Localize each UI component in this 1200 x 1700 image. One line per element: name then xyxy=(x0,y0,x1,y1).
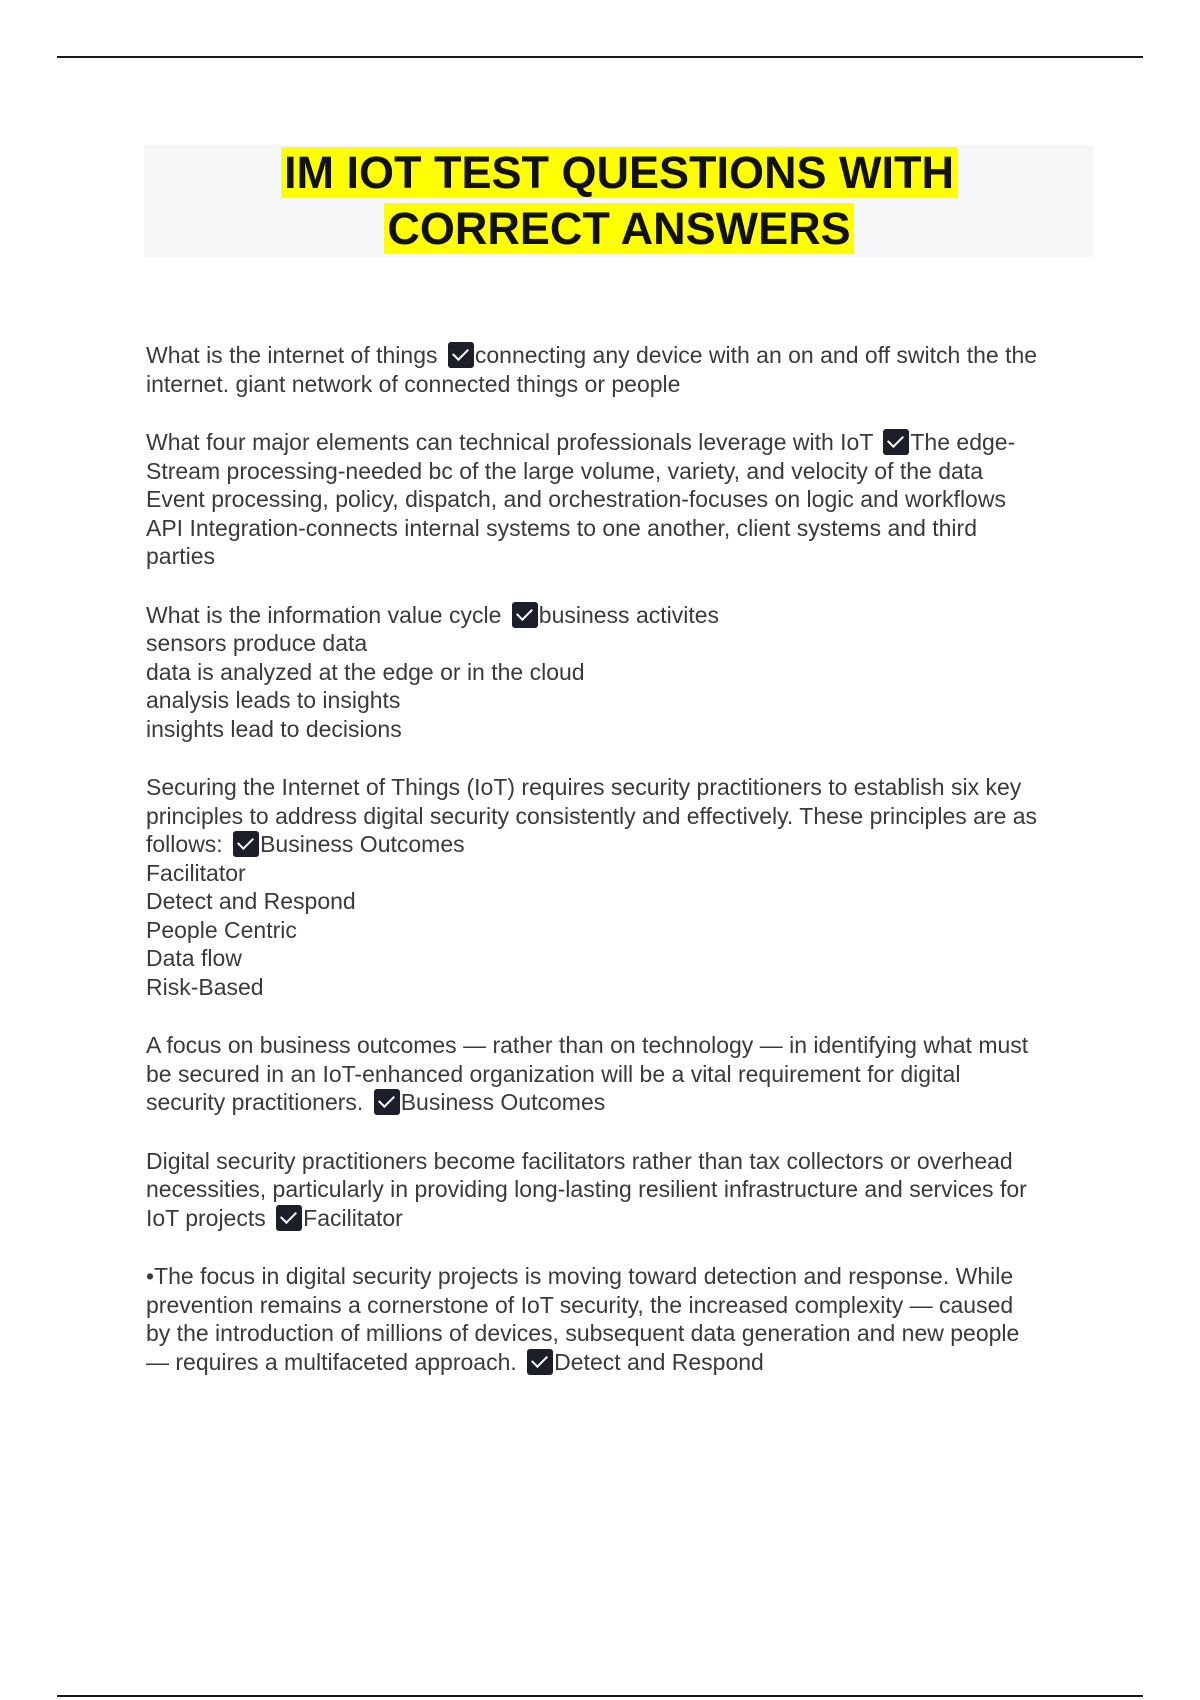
qa-line: •The focus in digital security projects is moving toward detection and response. While xyxy=(146,1263,1014,1289)
qa-line: necessities, particularly in providing long-lasting resilient infrastructure and services for xyxy=(146,1176,1027,1202)
qa-line: sensors produce data xyxy=(146,630,368,656)
page-top-rule xyxy=(57,56,1143,58)
qa-item xyxy=(146,428,1096,571)
qa-list xyxy=(146,341,1096,1406)
qa-line: be secured in an IoT-enhanced organization will be a vital requirement for digital xyxy=(146,1060,961,1087)
qa-item xyxy=(146,601,1096,744)
qa-line: Detect and Respond xyxy=(146,888,356,914)
question-text: What four major elements can technical professionals leverage with IoT xyxy=(146,429,873,455)
answer-text: The edge- xyxy=(910,429,1016,455)
answer-text: Business Outcomes xyxy=(400,1089,606,1115)
answer-text: Business Outcomes xyxy=(260,831,465,857)
qa-item xyxy=(146,773,1096,1001)
question-text: What is the information value cycle xyxy=(146,601,502,628)
qa-line xyxy=(146,1348,1096,1377)
qa-line: Risk-Based xyxy=(146,973,264,1000)
checkbox-checked-icon xyxy=(276,1205,302,1231)
answer-text: business activites xyxy=(538,601,720,628)
qa-item xyxy=(146,1147,1096,1233)
qa-line: prevention remains a cornerstone of IoT security, the increased complexity — caused xyxy=(146,1291,1014,1318)
checkbox-checked-icon xyxy=(512,602,538,628)
qa-line: Securing the Internet of Things (IoT) requires security practitioners to establish six key xyxy=(146,774,1022,800)
question-text: — requires a multifaceted approach. xyxy=(146,1348,517,1375)
answer-text: Facilitator xyxy=(303,1204,403,1231)
qa-line: Stream processing-needed bc of the large volume, variety, and velocity of the data xyxy=(146,457,983,484)
question-text: IoT projects xyxy=(146,1204,266,1231)
answer-text: Detect and Respond xyxy=(554,1348,764,1375)
qa-line: Event processing, policy, dispatch, and orchestration-focuses on logic and workflows xyxy=(146,486,1006,512)
page-title-line-2: CORRECT ANSWERS xyxy=(384,203,853,254)
qa-line: Digital security practitioners become facilitators rather than tax collectors or overhead xyxy=(146,1147,1013,1174)
qa-line xyxy=(146,341,1096,370)
checkbox-checked-icon xyxy=(233,831,259,857)
question-text: follows: xyxy=(146,831,223,857)
qa-item xyxy=(146,341,1096,398)
title-banner xyxy=(144,145,1094,257)
answer-text: connecting any device with an on and off switch the the xyxy=(474,342,1038,368)
checkbox-checked-icon xyxy=(374,1089,400,1115)
qa-line: A focus on business outcomes — rather than on technology — in identifying what must xyxy=(146,1032,1029,1058)
qa-line: analysis leads to insights xyxy=(146,687,401,713)
qa-line: data is analyzed at the edge or in the cloud xyxy=(146,658,585,685)
qa-line: insights lead to decisions xyxy=(146,715,402,742)
checkbox-checked-icon xyxy=(448,342,474,368)
qa-line: parties xyxy=(146,543,216,569)
qa-line xyxy=(146,1088,1096,1117)
page-bottom-rule xyxy=(57,1695,1143,1697)
qa-line: Facilitator xyxy=(146,859,246,886)
qa-line: principles to address digital security consistently and effectively. These principles are as xyxy=(146,802,1038,829)
qa-line xyxy=(146,1204,1096,1233)
qa-line: People Centric xyxy=(146,916,297,943)
page-title-line-1: IM IOT TEST QUESTIONS WITH xyxy=(281,147,957,198)
checkbox-checked-icon xyxy=(527,1349,553,1375)
qa-line: internet. giant network of connected things or people xyxy=(146,370,681,397)
qa-line xyxy=(146,830,1096,859)
qa-line: by the introduction of millions of devices, subsequent data generation and new people xyxy=(146,1320,1020,1346)
question-text: security practitioners. xyxy=(146,1089,364,1115)
question-text: What is the internet of things xyxy=(146,342,438,368)
qa-item xyxy=(146,1262,1096,1376)
qa-line: Data flow xyxy=(146,945,242,971)
qa-item xyxy=(146,1031,1096,1117)
qa-line: API Integration-connects internal systems to one another, client systems and third xyxy=(146,514,977,541)
checkbox-checked-icon xyxy=(883,429,909,455)
qa-line xyxy=(146,428,1096,457)
qa-line xyxy=(146,601,1096,630)
